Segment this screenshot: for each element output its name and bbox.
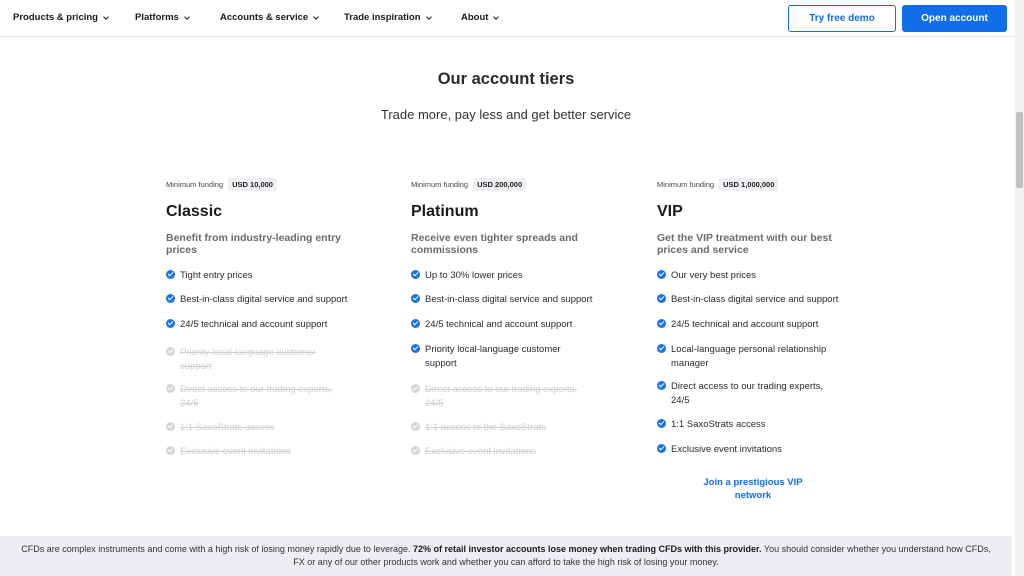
list-item (657, 269, 851, 283)
check-circle-icon (657, 419, 666, 428)
try-free-demo-button[interactable]: Try free demo (788, 5, 896, 32)
open-account-button[interactable]: Open account (902, 5, 1007, 32)
tier-name: VIP (657, 203, 683, 220)
check-circle-icon (166, 384, 175, 393)
check-circle-icon (411, 294, 420, 303)
risk-warning-outro: You should consider whether you understand how CFDs, FX or any of our other products work and whether you can afford to take the high risk of losing your money. (293, 544, 991, 567)
check-circle-icon (657, 294, 666, 303)
nav-item-label: About (461, 12, 489, 23)
funding-label: Minimum funding (411, 179, 469, 189)
check-circle-icon (411, 319, 420, 328)
feature-text: Priority local-language customer support (180, 347, 316, 372)
chevron-down-icon (426, 14, 432, 20)
funding-amount-badge: USD 200,000 (473, 178, 526, 191)
list-item (411, 383, 590, 410)
nav-item-label: Products & pricing (13, 12, 98, 23)
feature-text: 1:1 access to the SaxoStrats (425, 422, 546, 433)
minimum-funding (411, 178, 611, 190)
feature-text: 24/5 technical and account support (671, 319, 819, 330)
check-circle-icon (411, 446, 420, 455)
feature-text: Best-in-class digital service and support (671, 294, 839, 305)
feature-text: Direct access to our trading experts, 24/5 (180, 384, 333, 409)
nav-item-label: Accounts & service (220, 12, 309, 23)
feature-text: 24/5 technical and account support (425, 319, 573, 330)
funding-amount-badge: USD 10,000 (228, 178, 277, 191)
list-item (657, 293, 851, 307)
list-item (166, 421, 360, 435)
feature-text: 1:1 SaxoStrats access (671, 419, 766, 430)
feature-text: Direct access to our trading experts, 24/5 (425, 384, 578, 409)
check-circle-icon (166, 422, 175, 431)
list-item (657, 443, 851, 457)
feature-text: 1:1 SaxoStrats access (180, 422, 275, 433)
funding-label: Minimum funding (657, 179, 715, 189)
feature-text: Exclusive event invitations (671, 444, 782, 455)
feature-text: Best-in-class digital service and support (425, 294, 593, 305)
nav-products-pricing[interactable] (13, 12, 108, 23)
risk-warning-emphasis: 72% of retail investor accounts lose money when trading CFDs with this provider. (412, 544, 762, 554)
list-item (411, 343, 575, 370)
list-item (166, 346, 330, 373)
nav-trade-inspiration[interactable] (344, 12, 431, 23)
nav-item-label: Platforms (135, 12, 179, 23)
check-circle-icon (166, 446, 175, 455)
check-circle-icon (411, 422, 420, 431)
feature-text: Best-in-class digital service and support (180, 294, 348, 305)
check-circle-icon (166, 319, 175, 328)
chevron-down-icon (313, 14, 319, 20)
feature-text: 24/5 technical and account support (180, 319, 328, 330)
risk-warning-intro: CFDs are complex instruments and come with a high risk of losing money rapidly due to leverage. (21, 544, 411, 554)
list-item (411, 318, 605, 332)
list-item (411, 421, 605, 435)
list-item (411, 445, 605, 459)
nav-about[interactable] (461, 12, 498, 23)
list-item (411, 269, 605, 283)
check-circle-icon (411, 270, 420, 279)
section-title: Our account tiers (437, 70, 575, 88)
feature-text: Tight entry prices (180, 270, 253, 281)
check-circle-icon (657, 444, 666, 453)
check-circle-icon (166, 270, 175, 279)
funding-label: Minimum funding (166, 179, 224, 189)
list-item (657, 380, 836, 407)
tier-platinum (411, 178, 611, 457)
chevron-down-icon (103, 14, 109, 20)
tier-description: Get the VIP treatment with our best prices and service (657, 232, 832, 256)
feature-text: Direct access to our trading experts, 24/5 (671, 381, 824, 406)
tier-vip (657, 178, 857, 455)
check-circle-icon (657, 270, 666, 279)
tier-name: Platinum (411, 203, 479, 220)
feature-text: Priority local-language customer support (425, 344, 561, 369)
risk-warning-banner (0, 536, 1012, 576)
tier-description: Benefit from industry-leading entry prices (166, 232, 342, 256)
tier-description: Receive even tighter spreads and commissions (411, 232, 578, 256)
feature-text: Local-language personal relationship manager (671, 344, 827, 369)
list-item (657, 418, 851, 432)
list-item (166, 269, 360, 283)
list-item (166, 445, 360, 459)
list-item (657, 343, 841, 370)
chevron-down-icon (494, 14, 500, 20)
nav-item-label: Trade inspiration (344, 12, 421, 23)
page-scrollbar[interactable] (1015, 0, 1024, 576)
scrollbar-thumb[interactable] (1016, 112, 1023, 188)
tier-classic (166, 178, 366, 457)
check-circle-icon (166, 347, 175, 356)
check-circle-icon (166, 294, 175, 303)
feature-text: Up to 30% lower prices (425, 270, 523, 281)
feature-text: Exclusive event invitations (180, 446, 291, 457)
join-vip-network-link[interactable]: Join a prestigious VIP network (703, 477, 803, 501)
list-item (411, 293, 605, 307)
top-navigation (0, 0, 1024, 37)
tier-name: Classic (166, 203, 223, 220)
list-item (657, 318, 851, 332)
list-item (166, 318, 360, 332)
check-circle-icon (411, 384, 420, 393)
nav-accounts-service[interactable] (220, 12, 318, 23)
section-subtitle: Trade more, pay less and get better service (380, 107, 632, 122)
check-circle-icon (657, 319, 666, 328)
check-circle-icon (411, 344, 420, 353)
check-circle-icon (657, 344, 666, 353)
list-item (166, 383, 345, 410)
nav-platforms[interactable] (135, 12, 189, 23)
check-circle-icon (657, 381, 666, 390)
funding-amount-badge: USD 1,000,000 (719, 178, 778, 191)
minimum-funding (166, 178, 366, 190)
minimum-funding (657, 178, 857, 190)
feature-text: Our very best prices (671, 270, 756, 281)
chevron-down-icon (184, 14, 190, 20)
list-item (166, 293, 360, 307)
feature-text: Exclusive event invitations (425, 446, 536, 457)
